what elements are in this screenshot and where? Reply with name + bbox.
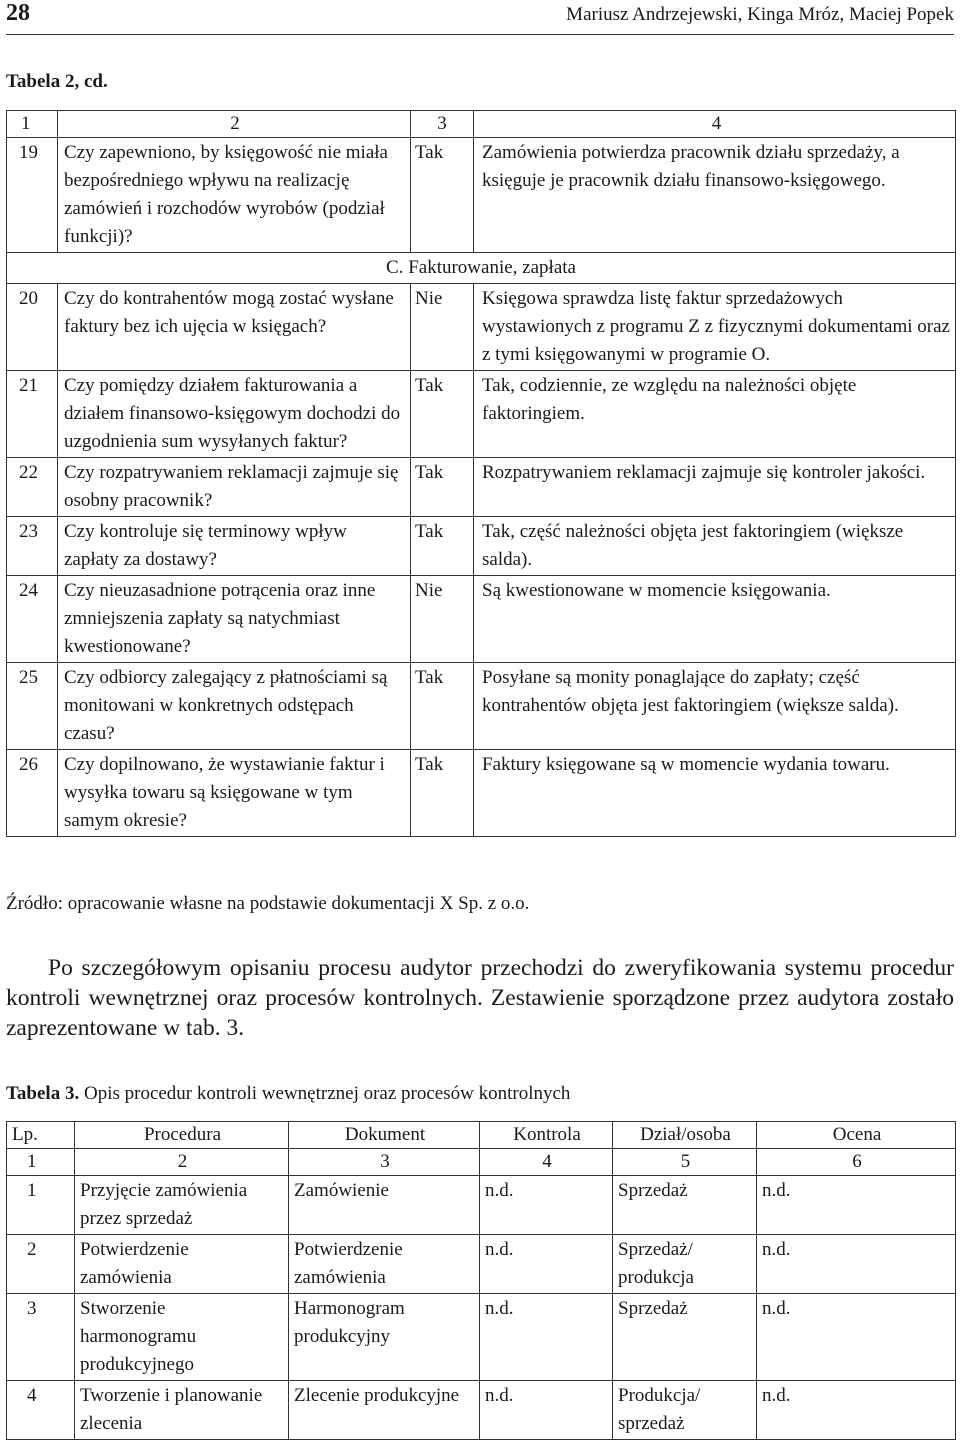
answer-text: Tak	[411, 138, 474, 253]
table3-header-dzial: Dział/osoba	[613, 1122, 757, 1149]
table3-caption-label: Tabela 3.	[6, 1083, 80, 1104]
answer-text: Tak	[411, 663, 474, 750]
table2-colnum-1: 1	[7, 111, 58, 138]
comment-text: Faktury księgowane są w momencie wydania towaru.	[474, 750, 956, 837]
answer-text: Tak	[411, 517, 474, 576]
table3-data-row	[7, 1176, 956, 1235]
question-text: Czy odbiorcy zalegający z płatnościami są monitowani w konkretnych odstępach czasu?	[58, 663, 411, 750]
table2-body	[7, 111, 956, 837]
procedure-lp: 3	[7, 1294, 75, 1381]
question-number: 21	[7, 371, 58, 458]
table3-colnum-5: 5	[613, 1149, 757, 1176]
procedure-lp: 4	[7, 1381, 75, 1440]
procedure-rating: n.d.	[757, 1235, 956, 1294]
procedure-document: Zlecenie produkcyjne	[289, 1381, 480, 1440]
procedure-lp: 2	[7, 1235, 75, 1294]
table3-caption	[6, 1083, 570, 1105]
question-text: Czy nieuzasadnione potrącenia oraz inne zmniejszenia zapłaty są natychmiast kwestionowane?	[58, 576, 411, 663]
table3-data-row	[7, 1381, 956, 1440]
question-number: 24	[7, 576, 58, 663]
section-heading: C. Fakturowanie, zapłata	[7, 253, 956, 284]
table3-header-lp: Lp.	[7, 1122, 75, 1149]
answer-text: Nie	[411, 284, 474, 371]
table3-colnum-1: 1	[7, 1149, 75, 1176]
table2-column-number-row	[7, 111, 956, 138]
table3-caption-text: Opis procedur kontroli wewnętrznej oraz procesów kontrolnych	[79, 1083, 571, 1104]
procedure-document: Potwierdzenie zamówienia	[289, 1235, 480, 1294]
table3-header-procedura: Procedura	[75, 1122, 289, 1149]
table2-question-row	[7, 371, 956, 458]
question-number: 22	[7, 458, 58, 517]
comment-text: Rozpatrywaniem reklamacji zajmuje się kontroler jakości.	[474, 458, 956, 517]
table3-colnum-6: 6	[757, 1149, 956, 1176]
table3-header-row	[7, 1122, 956, 1149]
question-number: 20	[7, 284, 58, 371]
table2-colnum-3: 3	[411, 111, 474, 138]
body-paragraph: Po szczegółowym opisaniu procesu audytor przechodzi do zweryfikowania systemu procedur kontroli wewnętrznej oraz procesów kontrolnych. Zestawienie sporządzone przez audytora zostało zaprezentowane w tab. 3.	[6, 955, 954, 1041]
table3-colnum-4: 4	[480, 1149, 613, 1176]
table3-header-dokument: Dokument	[289, 1122, 480, 1149]
question-text: Czy kontroluje się terminowy wpływ zapłaty za dostawy?	[58, 517, 411, 576]
table2-question-row	[7, 284, 956, 371]
table3-colnum-3: 3	[289, 1149, 480, 1176]
procedure-lp: 1	[7, 1176, 75, 1235]
procedure-control: n.d.	[480, 1381, 613, 1440]
procedure-rating: n.d.	[757, 1381, 956, 1440]
table2-question-row	[7, 138, 956, 253]
question-text: Czy zapewniono, by księgowość nie miała bezpośredniego wpływu na realizację zamówień i rozchodów wyrobów (podział funkcji)?	[58, 138, 411, 253]
running-head-authors: Mariusz Andrzejewski, Kinga Mróz, Maciej Popek	[566, 4, 954, 25]
question-number: 23	[7, 517, 58, 576]
table2-caption-label: Tabela 2, cd.	[6, 71, 108, 92]
question-text: Czy do kontrahentów mogą zostać wysłane faktury bez ich ujęcia w księgach?	[58, 284, 411, 371]
procedure-department: Sprzedaż	[613, 1294, 757, 1381]
procedure-document: Harmonogram produkcyjny	[289, 1294, 480, 1381]
procedure-control: n.d.	[480, 1176, 613, 1235]
answer-text: Tak	[411, 371, 474, 458]
question-number: 19	[7, 138, 58, 253]
question-number: 26	[7, 750, 58, 837]
procedure-document: Zamówienie	[289, 1176, 480, 1235]
answer-text: Tak	[411, 750, 474, 837]
procedure-department: Sprzedaż	[613, 1176, 757, 1235]
comment-text: Są kwestionowane w momencie księgowania.	[474, 576, 956, 663]
table3-header-ocena: Ocena	[757, 1122, 956, 1149]
table2-source-note: Źródło: opracowanie własne na podstawie dokumentacji X Sp. z o.o.	[6, 893, 530, 914]
table3-colnum-2: 2	[75, 1149, 289, 1176]
procedure-department: Sprzedaż/ produkcja	[613, 1235, 757, 1294]
table-3	[6, 1121, 956, 1440]
comment-text: Posyłane są monity ponaglające do zapłaty; część kontrahentów objęta jest faktoringiem (większe salda).	[474, 663, 956, 750]
question-text: Czy pomiędzy działem fakturowania a działem finansowo-księgowym dochodzi do uzgodnienia sum wysyłanych faktur?	[58, 371, 411, 458]
table2-caption	[6, 71, 108, 93]
table2-colnum-2: 2	[58, 111, 411, 138]
comment-text: Tak, część należności objęta jest faktoringiem (większe salda).	[474, 517, 956, 576]
question-number: 25	[7, 663, 58, 750]
page-number: 28	[6, 0, 30, 26]
procedure-rating: n.d.	[757, 1294, 956, 1381]
procedure-control: n.d.	[480, 1235, 613, 1294]
comment-text: Księgowa sprawdza listę faktur sprzedażowych wystawionych z programu Z z fizycznymi dokumentami oraz z tymi księgowanymi w programie O.	[474, 284, 956, 371]
question-text: Czy rozpatrywaniem reklamacji zajmuje się osobny pracownik?	[58, 458, 411, 517]
table3-header-kontrola: Kontrola	[480, 1122, 613, 1149]
table2-question-row	[7, 663, 956, 750]
question-text: Czy dopilnowano, że wystawianie faktur i wysyłka towaru są księgowane w tym samym okresie?	[58, 750, 411, 837]
table3-body	[7, 1122, 956, 1440]
page-header	[6, 0, 954, 35]
table-2-continued	[6, 110, 956, 837]
table2-question-row	[7, 458, 956, 517]
table2-colnum-4: 4	[474, 111, 956, 138]
procedure-name: Potwierdzenie zamówienia	[75, 1235, 289, 1294]
procedure-name: Przyjęcie zamówienia przez sprzedaż	[75, 1176, 289, 1235]
procedure-name: Tworzenie i planowanie zlecenia	[75, 1381, 289, 1440]
table3-data-row	[7, 1294, 956, 1381]
table2-question-row	[7, 576, 956, 663]
table3-column-number-row	[7, 1149, 956, 1176]
procedure-rating: n.d.	[757, 1176, 956, 1235]
table2-question-row	[7, 517, 956, 576]
table2-section-row	[7, 253, 956, 284]
procedure-department: Produkcja/ sprzedaż	[613, 1381, 757, 1440]
answer-text: Nie	[411, 576, 474, 663]
procedure-control: n.d.	[480, 1294, 613, 1381]
table3-data-row	[7, 1235, 956, 1294]
answer-text: Tak	[411, 458, 474, 517]
comment-text: Tak, codziennie, ze względu na należności objęte faktoringiem.	[474, 371, 956, 458]
procedure-name: Stworzenie harmonogramu produkcyjnego	[75, 1294, 289, 1381]
comment-text: Zamówienia potwierdza pracownik działu sprzedaży, a księguje je pracownik działu finansowo-księgowego.	[474, 138, 956, 253]
table2-question-row	[7, 750, 956, 837]
